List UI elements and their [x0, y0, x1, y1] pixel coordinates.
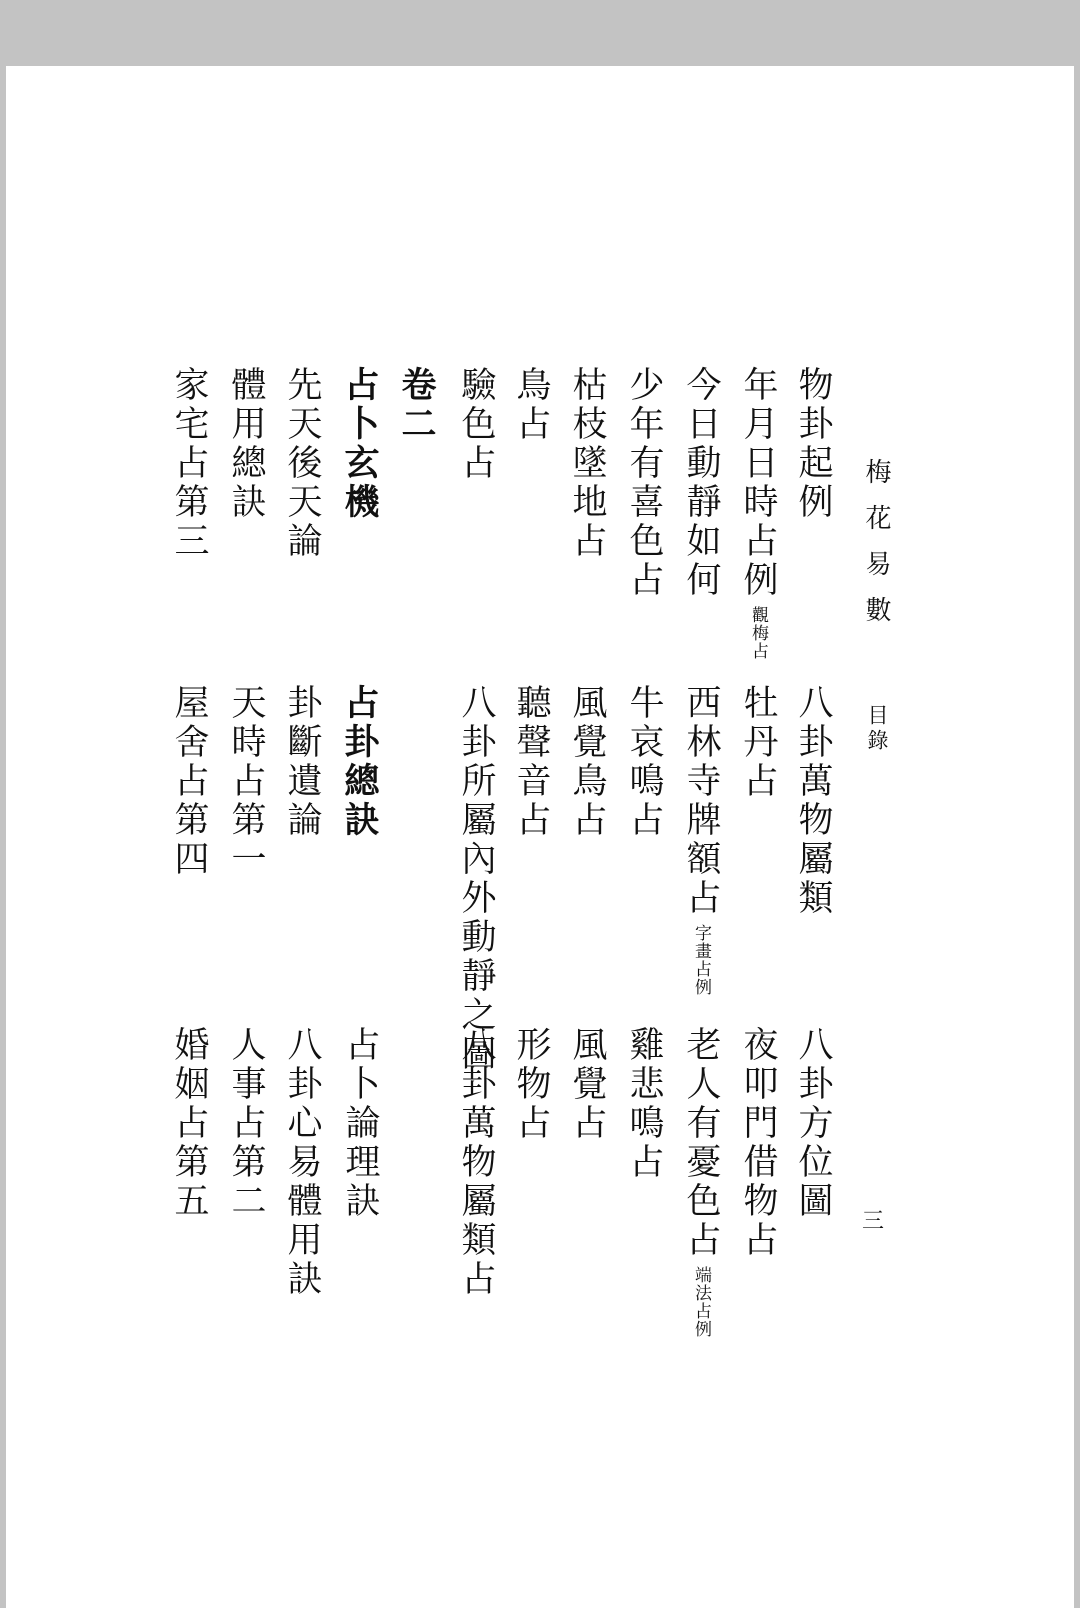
toc-entry [339, 366, 380, 522]
toc-entry [681, 366, 721, 600]
toc-entry [456, 684, 496, 1074]
toc-entry [339, 684, 380, 840]
toc-entry-title: 雞悲鳴占 [624, 1026, 664, 1182]
toc-entry-title: 婚姻占第五 [169, 1026, 209, 1221]
toc-entry [738, 366, 778, 660]
toc-entry [340, 1026, 380, 1221]
toc-entry-title: 風覺鳥占 [567, 684, 607, 840]
toc-entry-title: 占卦總訣 [339, 684, 380, 840]
toc-entry [511, 366, 551, 444]
toc-entry-note: 端法占例 [691, 1266, 711, 1338]
toc-entry-title: 年月日時占例 [738, 366, 778, 600]
toc-entry-title: 西林寺牌額占 [681, 684, 721, 918]
toc-entry-title: 夜叩門借物占 [738, 1026, 778, 1260]
section-label: 目錄 [865, 704, 889, 754]
toc-entry [624, 366, 664, 600]
toc-entry-title: 老人有憂色占 [681, 1026, 721, 1260]
toc-entry-title: 牛哀鳴占 [624, 684, 664, 840]
toc-entry-title: 鳥占 [511, 366, 551, 444]
toc-entry [226, 1026, 266, 1221]
toc-entry-title: 卷二 [396, 366, 437, 444]
document-page [6, 66, 1074, 1608]
toc-entry-title: 枯枝墜地占 [567, 366, 607, 561]
toc-entry-title: 八卦萬物屬類 [793, 684, 833, 918]
toc-entry-title: 八卦萬物屬類占 [456, 1026, 496, 1299]
toc-entry [793, 366, 833, 522]
toc-entry [681, 684, 721, 996]
toc-entry-title: 八卦心易體用訣 [282, 1026, 322, 1299]
toc-entry-note: 字畫占例 [691, 924, 711, 996]
toc-entry-title: 占卜論理訣 [340, 1026, 380, 1221]
toc-entry-title: 聽聲音占 [511, 684, 551, 840]
toc-entry-title: 今日動靜如何 [681, 366, 721, 600]
toc-entry-title: 體用總訣 [226, 366, 266, 522]
toc-entry [738, 1026, 778, 1260]
toc-entry [169, 366, 209, 561]
toc-entry [793, 1026, 833, 1221]
page-number: 三 [862, 1209, 885, 1234]
toc-entry [169, 1026, 209, 1221]
toc-entry-title: 家宅占第三 [169, 366, 209, 561]
toc-entry [793, 684, 833, 918]
toc-entry [624, 1026, 664, 1182]
toc-entry [567, 1026, 607, 1143]
toc-entry [738, 684, 778, 801]
toc-entry-title: 卦斷遺論 [282, 684, 322, 840]
toc-entry [169, 684, 209, 879]
toc-entry [681, 1026, 721, 1338]
toc-entry-title: 驗色占 [456, 366, 496, 483]
toc-entry [456, 366, 496, 483]
toc-entry [226, 366, 266, 522]
toc-entry [282, 684, 322, 840]
toc-entry-title: 人事占第二 [226, 1026, 266, 1221]
toc-entry [396, 366, 437, 444]
toc-entry-title: 八卦方位圖 [793, 1026, 833, 1221]
toc-entry-title: 少年有喜色占 [624, 366, 664, 600]
toc-entry-title: 物卦起例 [793, 366, 833, 522]
toc-entry-title: 八卦所屬內外動靜之圖 [456, 684, 496, 1074]
toc-entry [567, 684, 607, 840]
toc-entry-title: 天時占第一 [226, 684, 266, 879]
toc-entry [567, 366, 607, 561]
toc-entry-title: 屋舍占第四 [169, 684, 209, 879]
toc-entry-title: 牡丹占 [738, 684, 778, 801]
toc-entry-title: 風覺占 [567, 1026, 607, 1143]
toc-entry [282, 366, 322, 561]
toc-entry [511, 684, 551, 840]
toc-entry-title: 占卜玄機 [339, 366, 380, 522]
toc-entry-note: 觀梅占 [748, 606, 768, 660]
toc-entry-title: 先天後天論 [282, 366, 322, 561]
toc-entry-title: 形物占 [511, 1026, 551, 1143]
toc-entry [456, 1026, 496, 1299]
toc-entry [226, 684, 266, 879]
toc-entry [282, 1026, 322, 1299]
book-title: 梅花易數 [861, 458, 891, 642]
toc-entry [624, 684, 664, 840]
toc-entry [511, 1026, 551, 1143]
